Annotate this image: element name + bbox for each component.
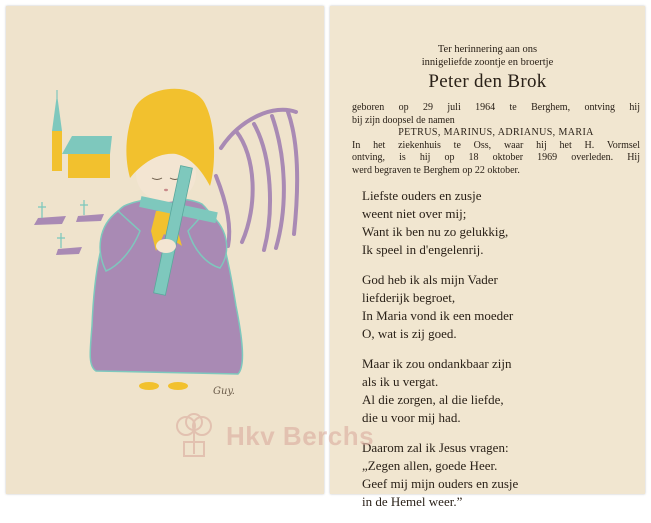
poem-verse: liefderijk begroet, [362, 290, 456, 305]
poem-verse: Ik speel in d'engelenrij. [362, 242, 484, 257]
right-foot [168, 382, 188, 390]
bio-line: bij zijn doopsel de namen [352, 114, 455, 126]
poem-stanza-3 [362, 355, 632, 427]
poem-verse: God heb ik als mijn Vader [362, 272, 498, 287]
baptismal-names: PETRUS, MARINUS, ADRIANUS, MARIA [398, 127, 594, 138]
deceased-name: Peter den Brok [428, 71, 547, 92]
memorial-card-back [330, 6, 645, 509]
artist-signature: Guy. [213, 386, 235, 397]
bio-line: geboren op 29 juli 1964 te Berghem, ontving hij [352, 102, 640, 113]
poem-stanza-2 [362, 271, 632, 343]
intro-line-2: innigeliefde zoontje en broertje [421, 57, 554, 68]
graves-icon [34, 200, 104, 255]
bio-line: werd begraven te Berghem op 22 oktober. [352, 164, 520, 176]
bio-line: In het ziekenhuis te Oss, waar hij het H. Vormsel [352, 139, 640, 151]
poem-verse: „Zegen allen, goede Heer. [362, 458, 498, 473]
poem-verse: In Maria vond ik een moeder [362, 308, 514, 323]
poem-verse: als ik u vergat. [362, 374, 439, 389]
tree-logo-icon [170, 412, 218, 460]
watermark-text: Hkv Berchs [226, 420, 375, 451]
bio-line: ontving, is hij op 18 oktober 1969 overleden. Hij [352, 152, 640, 163]
archive-watermark [170, 412, 374, 460]
poem-verse: Liefste ouders en zusje [362, 188, 482, 203]
biography [352, 102, 640, 177]
poem [362, 187, 632, 523]
poem-verse: Al die zorgen, al die liefde, [362, 392, 504, 407]
poem-verse: Want ik ben nu zo gelukkig, [362, 224, 509, 239]
poem-verse: die u voor mij had. [362, 410, 461, 425]
poem-stanza-1 [362, 187, 632, 259]
poem-verse: Maar ik zou ondankbaar zijn [362, 356, 512, 371]
poem-stanza-4 [362, 439, 632, 511]
left-foot [139, 382, 159, 390]
poem-verse: weent niet over mij; [362, 206, 467, 221]
angel-wing-icon [216, 110, 297, 250]
intro-line-1: Ter herinnering aan ons [437, 44, 538, 55]
poem-verse: in de Hemel weer.” [362, 494, 463, 509]
poem-verse: Daarom zal ik Jesus vragen: [362, 440, 509, 455]
poem-verse: O, wat is zij goed. [362, 326, 457, 341]
poem-verse: Geef mij mijn ouders en zusje [362, 476, 519, 491]
church-icon [52, 90, 112, 178]
